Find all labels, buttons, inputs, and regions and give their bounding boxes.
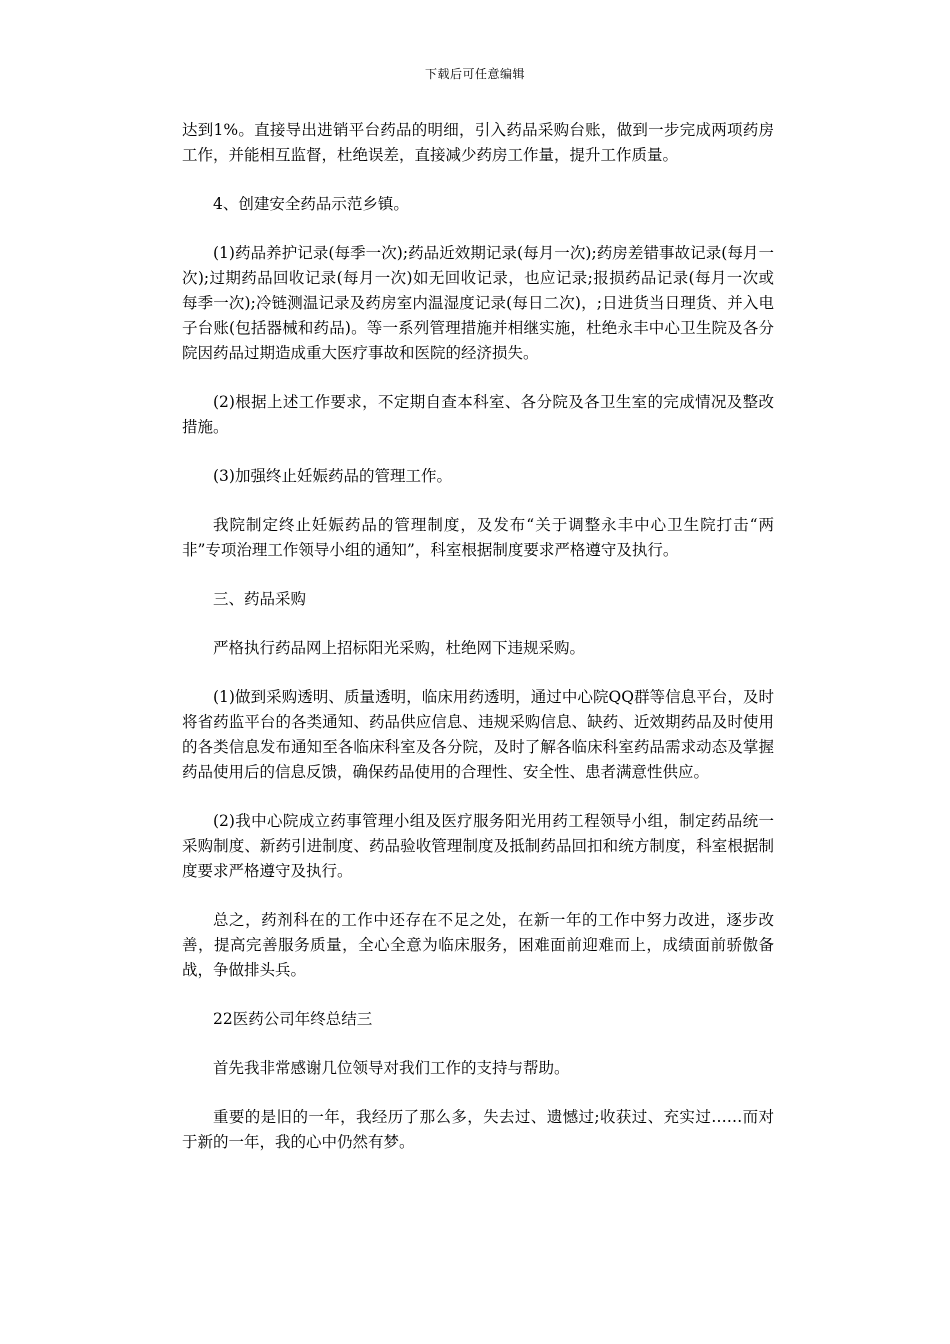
section-heading-safe-drug-town: 4、创建安全药品示范乡镇。 bbox=[213, 195, 409, 213]
paragraph-conclusion: 总之，药剂科在的工作中还存在不足之处，在新一年的工作中努力改进，逐步改善，提高完善服务质量，全心全意为临床服务，困难面前迎难而上，成绩面前骄傲备战，争做排头兵。 bbox=[182, 911, 774, 979]
page-header: 下载后可任意编辑 bbox=[424, 67, 525, 81]
paragraph-thanks: 首先我非常感谢几位领导对我们工作的支持与帮助。 bbox=[213, 1059, 570, 1077]
document-body bbox=[182, 118, 774, 1179]
paragraph-transparency: (1)做到采购透明、质量透明，临床用药透明，通过中心院QQ群等信息平台，及时将省药监平台的各类通知、药品供应信息、违规采购信息、缺药、近效期药品及时使用的各类信息发布通知至各临床科室及各分院，及时了解各临床科室药品需求动态及掌握药品使用后的信息反馈，确保药品使用的合理性、安全性、患者满意性供应。 bbox=[182, 688, 774, 781]
paragraph-continuation: 达到1%。直接导出进销平台药品的明细，引入药品采购台账，做到一步完成两项药房工作，并能相互监督，杜绝误差，直接减少药房工作量，提升工作质量。 bbox=[182, 121, 774, 164]
paragraph-management-group: (2)我中心院成立药事管理小组及医疗服务阳光用药工程领导小组，制定药品统一采购制度、新药引进制度、药品验收管理制度及抵制药品回扣和统方制度，科室根据制度要求严格遵守及执行。 bbox=[182, 812, 774, 880]
paragraph-management-system: 我院制定终止妊娠药品的管理制度，及发布“关于调整永丰中心卫生院打击“两非”专项治理工作领导小组的通知”，科室根据制度要求严格遵守及执行。 bbox=[182, 516, 774, 559]
section-heading-summary-three: 22医药公司年终总结三 bbox=[213, 1010, 373, 1028]
paragraph-self-inspection: (2)根据上述工作要求，不定期自查本科室、各分院及各卫生室的完成情况及整改措施。 bbox=[182, 393, 774, 436]
paragraph-termination-drugs: (3)加强终止妊娠药品的管理工作。 bbox=[213, 467, 452, 485]
paragraph-online-procurement: 严格执行药品网上招标阳光采购，杜绝网下违规采购。 bbox=[213, 639, 586, 657]
paragraph-records: (1)药品养护记录(每季一次);药品近效期记录(每月一次);药房差错事故记录(每月一次);过期药品回收记录(每月一次)如无回收记录，也应记录;报损药品记录(每月一次或每季一次);冷链测温记录及药房室内温湿度记录(每日二次)，;日进货当日理货、并入电子台账(包括器械和药品)。等一系列管理措施并相继实施，杜绝永丰中心卫生院及各分院因药品过期造成重大医疗事故和医院的经济损失。 bbox=[182, 244, 774, 362]
paragraph-reflection: 重要的是旧的一年，我经历了那么多，失去过、遗憾过;收获过、充实过……而对于新的一年，我的心中仍然有梦。 bbox=[182, 1108, 774, 1151]
section-heading-drug-procurement: 三、药品采购 bbox=[213, 590, 307, 608]
